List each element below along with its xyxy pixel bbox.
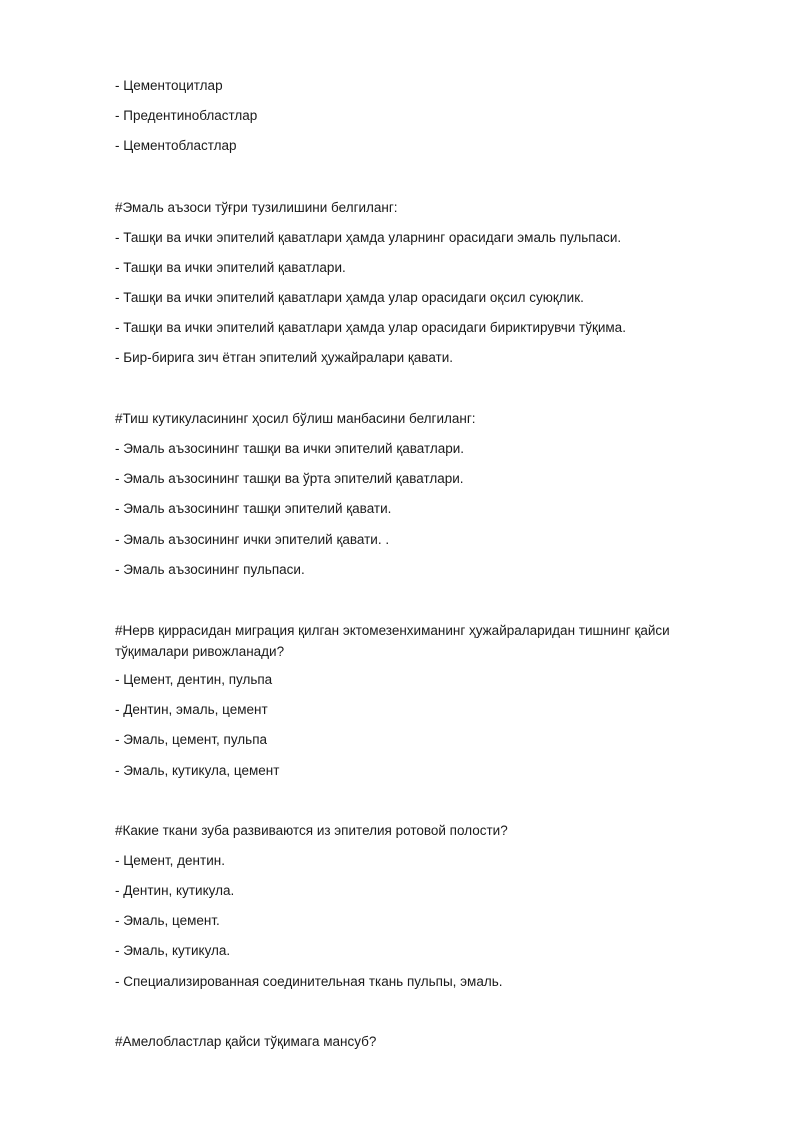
answer-option: - Специализированная соединительная ткань пульпы, эмаль. [115, 974, 503, 989]
answer-option: - Эмаль, кутикула, цемент [115, 763, 280, 778]
answer-option: - Цементобластлар [115, 138, 237, 153]
answer-option: - Эмаль аъзосининг пульпаси. [115, 562, 305, 577]
answer-option: - Бир-бирига зич ётган эпителий ҳужайралари қавати. [115, 350, 454, 365]
answer-option: - Дентин, кутикула. [115, 883, 235, 898]
answer-option: - Эмаль, цемент. [115, 913, 220, 928]
answer-option: - Эмаль аъзосининг ички эпителий қавати. . [115, 532, 390, 547]
answer-option: - Ташқи ва ички эпителий қаватлари. [115, 260, 346, 275]
question-text: #Эмаль аъзоси тўғри тузилишини белгиланг: [115, 200, 398, 215]
question-text: #Какие ткани зуба развиваются из эпителия ротовой полости? [115, 823, 508, 838]
answer-option: - Цемент, дентин. [115, 853, 225, 868]
answer-option: - Ташқи ва ички эпителий қаватлари ҳамда улар орасидаги бириктирувчи тўқима. [115, 320, 626, 335]
answer-option: - Ташқи ва ички эпителий қаватлари ҳамда уларнинг орасидаги эмаль пульпаси. [115, 230, 622, 245]
answer-option: - Дентин, эмаль, цемент [115, 702, 268, 717]
answer-option: - Эмаль аъзосининг ташқи эпителий қавати. [115, 501, 392, 516]
question-text: #Амелобластлар қайси тўқимага мансуб? [115, 1034, 377, 1049]
question-text: #Нерв қиррасидан миграция қилган эктомезенхиманинг ҳужайраларидан тишнинг қайси тўқималари ривожланади? [115, 623, 670, 659]
answer-option: - Эмаль аъзосининг ташқи ва ўрта эпителий қаватлари. [115, 471, 464, 486]
question-text: #Тиш кутикуласининг ҳосил бўлиш манбасини белгиланг: [115, 411, 476, 426]
answer-option: - Эмаль аъзосининг ташқи ва ички эпителий қаватлари. [115, 441, 465, 456]
answer-option: - Эмаль, кутикула. [115, 943, 231, 958]
answer-option: - Цемент, дентин, пульпа [115, 672, 273, 687]
answer-option: - Предентинобластлар [115, 108, 258, 123]
answer-option: - Ташқи ва ички эпителий қаватлари ҳамда улар орасидаги оқсил суюқлик. [115, 290, 584, 305]
answer-option: - Цементоцитлар [115, 78, 223, 93]
answer-option: - Эмаль, цемент, пульпа [115, 732, 268, 747]
